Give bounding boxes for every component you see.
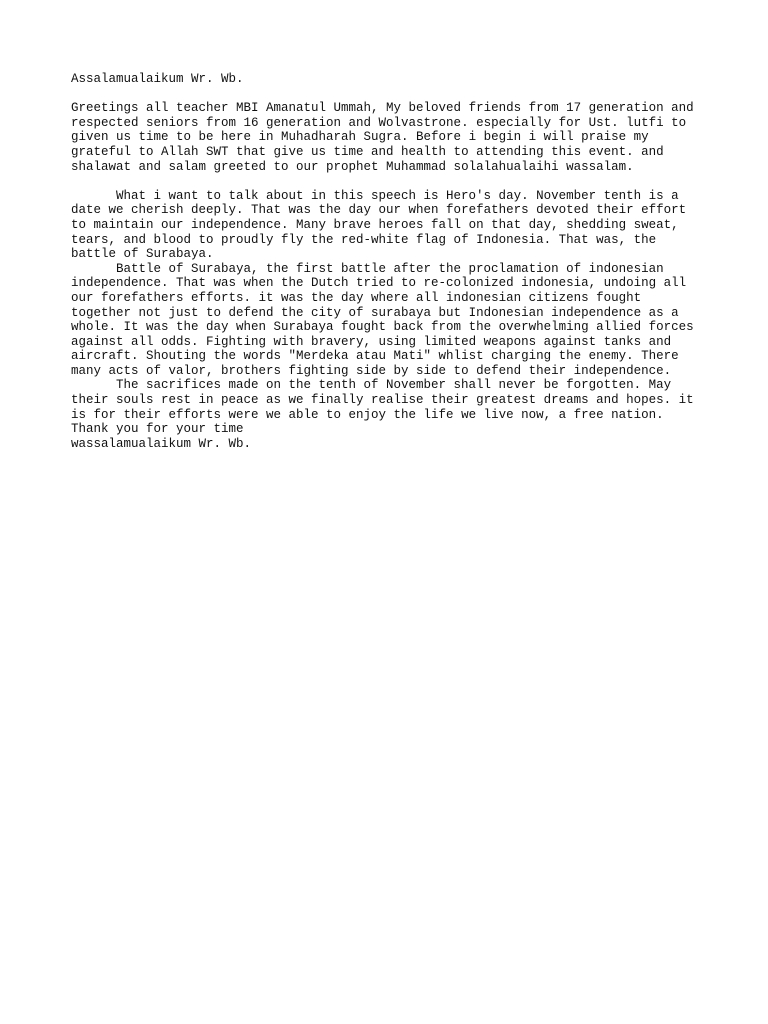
paragraph-line: date we cherish deeply. That was the day our when forefathers devoted their effort <box>71 203 687 218</box>
greeting-line: given us time to be here in Muhadharah Sugra. Before i begin i will praise my <box>71 130 649 145</box>
sacrifices-paragraph <box>71 378 711 422</box>
paragraph-line: is for their efforts were we able to enjoy the life we live now, a free nation. <box>71 407 664 422</box>
paragraph-line: tears, and blood to proudly fly the red-white flag of Indonesia. That was, the <box>71 232 657 247</box>
blank-line <box>71 87 711 102</box>
document-page <box>71 72 711 451</box>
paragraph-line: battle of Surabaya. <box>71 247 214 262</box>
greeting-line: shalawat and salam greeted to our prophet Muhammad solalahualaihi wassalam. <box>71 159 634 174</box>
greeting-paragraph <box>71 101 711 174</box>
paragraph-line: The sacrifices made on the tenth of November shall never be forgotten. May <box>116 378 672 393</box>
paragraph-line: to maintain our independence. Many brave heroes fall on that day, shedding sweat, <box>71 217 679 232</box>
greeting-line: grateful to Allah SWT that give us time and health to attending this event. and <box>71 144 664 159</box>
paragraph-line: our forefathers efforts. it was the day where all indonesian citizens fought <box>71 290 642 305</box>
closing-line: wassalamualaikum Wr. Wb. <box>71 436 252 451</box>
paragraph-line: together not just to defend the city of surabaya but Indonesian independence as a <box>71 305 679 320</box>
paragraph-line: against all odds. Fighting with bravery, using limited weapons against tanks and <box>71 334 672 349</box>
heroes-day-paragraph <box>71 189 711 262</box>
paragraph-line: their souls rest in peace as we finally realise their greatest dreams and hopes. it <box>71 393 694 408</box>
paragraph-line: Battle of Surabaya, the first battle after the proclamation of indonesian <box>116 261 664 276</box>
paragraph-line: What i want to talk about in this speech is Hero's day. November tenth is a <box>116 188 679 203</box>
paragraph-line: independence. That was when the Dutch tried to re-colonized indonesia, undoing all <box>71 276 687 291</box>
blank-line <box>71 174 711 189</box>
greeting-line: Greetings all teacher MBI Amanatul Ummah, My beloved friends from 17 generation and <box>71 101 694 116</box>
battle-of-surabaya-paragraph <box>71 262 711 379</box>
paragraph-line: many acts of valor, brothers fighting side by side to defend their independence. <box>71 363 672 378</box>
thanks-line: Thank you for your time <box>71 422 244 437</box>
paragraph-line: whole. It was the day when Surabaya fought back from the overwhelming allied forces <box>71 320 694 335</box>
opening-line: Assalamualaikum Wr. Wb. <box>71 72 244 86</box>
paragraph-line: aircraft. Shouting the words "Merdeka atau Mati" whlist charging the enemy. There <box>71 349 679 364</box>
greeting-line: respected seniors from 16 generation and Wolvastrone. especially for Ust. lutfi to <box>71 115 687 130</box>
